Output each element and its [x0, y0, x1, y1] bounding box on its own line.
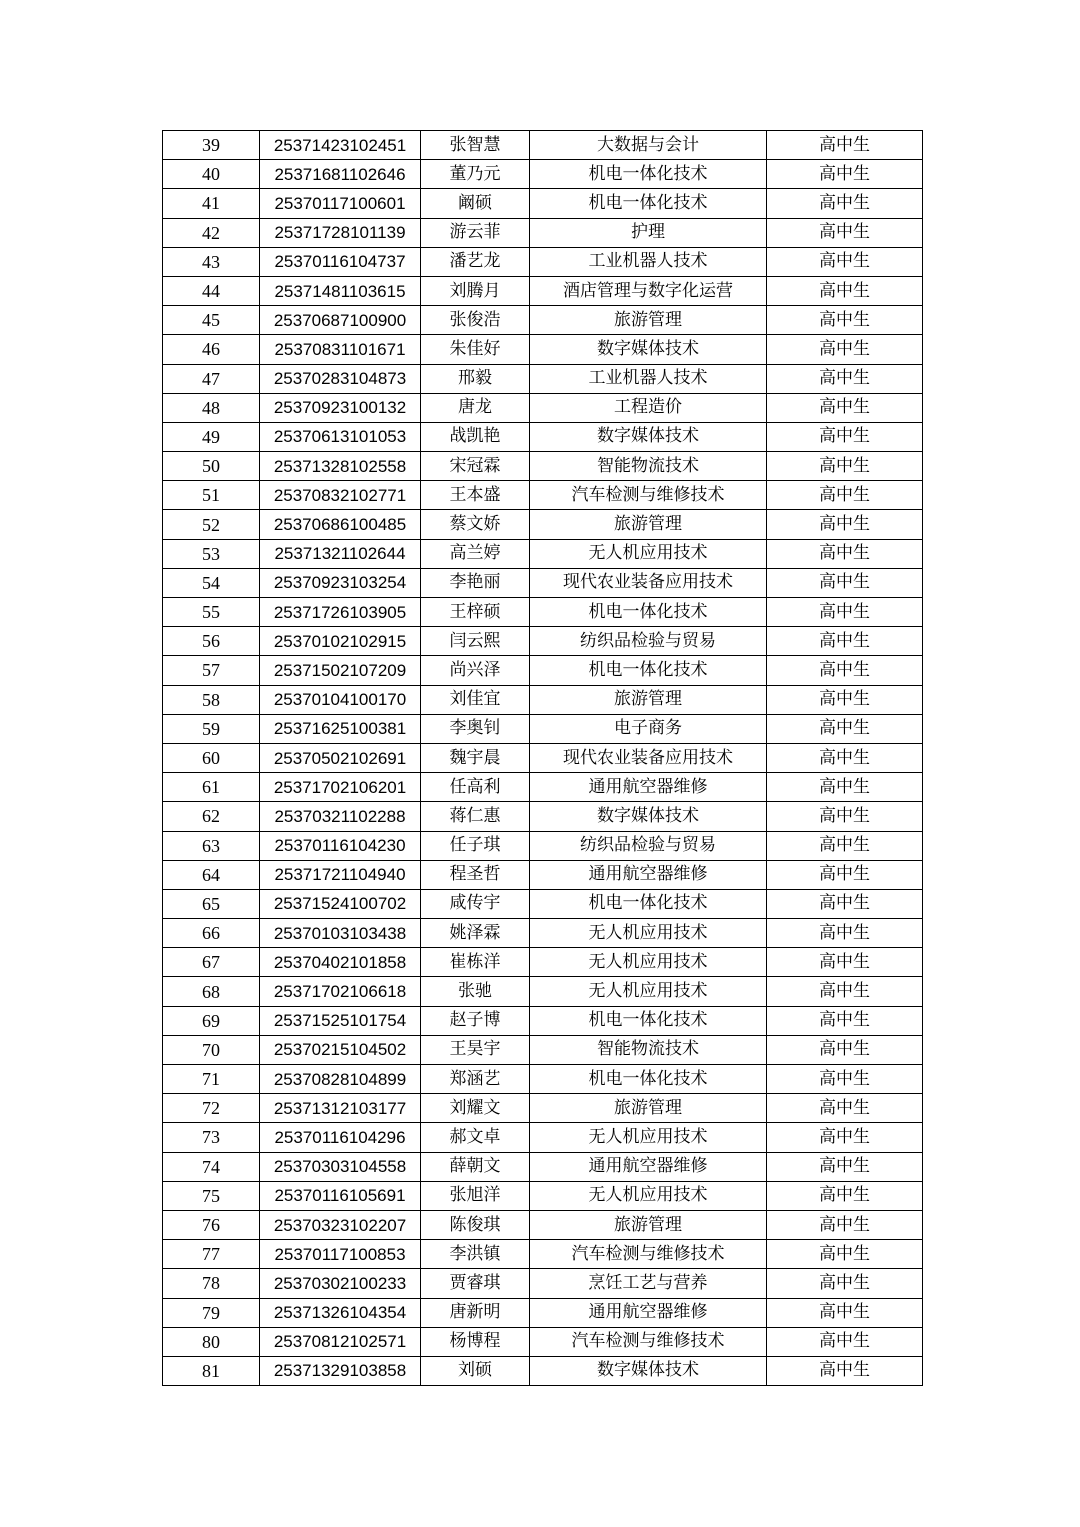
exam-ticket-number-cell: 25371326104354	[260, 1298, 421, 1327]
exam-ticket-number-cell: 25371502107209	[260, 656, 421, 685]
student-name-cell: 宋冠霖	[421, 452, 530, 481]
row-number-cell: 49	[163, 422, 260, 451]
exam-ticket-number-cell: 25370116104296	[260, 1123, 421, 1152]
table-row	[163, 1269, 923, 1298]
table-row	[163, 1240, 923, 1269]
student-type-cell: 高中生	[767, 131, 923, 160]
row-number-cell: 57	[163, 656, 260, 685]
student-type-cell: 高中生	[767, 481, 923, 510]
major-cell: 工程造价	[530, 393, 767, 422]
table-row	[163, 510, 923, 539]
table-row	[163, 860, 923, 889]
exam-ticket-number-cell: 25370831101671	[260, 335, 421, 364]
student-name-cell: 姚泽霖	[421, 919, 530, 948]
student-type-cell: 高中生	[767, 1123, 923, 1152]
table-row	[163, 802, 923, 831]
table-row	[163, 1065, 923, 1094]
student-name-cell: 魏宇晨	[421, 743, 530, 772]
table-row	[163, 627, 923, 656]
table-row	[163, 1181, 923, 1210]
table-row	[163, 422, 923, 451]
student-name-cell: 杨博程	[421, 1327, 530, 1356]
student-type-cell: 高中生	[767, 276, 923, 305]
table-row	[163, 1006, 923, 1035]
exam-ticket-number-cell: 25371625100381	[260, 714, 421, 743]
table-row	[163, 656, 923, 685]
student-name-cell: 张智慧	[421, 131, 530, 160]
row-number-cell: 40	[163, 160, 260, 189]
student-type-cell: 高中生	[767, 598, 923, 627]
major-cell: 纺织品检验与贸易	[530, 831, 767, 860]
student-type-cell: 高中生	[767, 568, 923, 597]
student-name-cell: 张驰	[421, 977, 530, 1006]
major-cell: 旅游管理	[530, 1210, 767, 1239]
major-cell: 机电一体化技术	[530, 160, 767, 189]
table-row	[163, 218, 923, 247]
student-name-cell: 郝文卓	[421, 1123, 530, 1152]
table-row	[163, 977, 923, 1006]
table-row	[163, 1327, 923, 1356]
row-number-cell: 48	[163, 393, 260, 422]
major-cell: 数字媒体技术	[530, 335, 767, 364]
student-type-cell: 高中生	[767, 539, 923, 568]
row-number-cell: 56	[163, 627, 260, 656]
major-cell: 机电一体化技术	[530, 889, 767, 918]
student-type-cell: 高中生	[767, 977, 923, 1006]
major-cell: 机电一体化技术	[530, 189, 767, 218]
table-row	[163, 1152, 923, 1181]
major-cell: 纺织品检验与贸易	[530, 627, 767, 656]
student-name-cell: 刘佳宜	[421, 685, 530, 714]
student-name-cell: 高兰婷	[421, 539, 530, 568]
major-cell: 通用航空器维修	[530, 1298, 767, 1327]
student-name-cell: 赵子博	[421, 1006, 530, 1035]
table-row	[163, 919, 923, 948]
student-name-cell: 尚兴泽	[421, 656, 530, 685]
major-cell: 智能物流技术	[530, 452, 767, 481]
admission-list-table	[162, 130, 923, 1386]
row-number-cell: 80	[163, 1327, 260, 1356]
row-number-cell: 61	[163, 773, 260, 802]
table-row	[163, 568, 923, 597]
exam-ticket-number-cell: 25370116104230	[260, 831, 421, 860]
student-type-cell: 高中生	[767, 743, 923, 772]
table-row	[163, 539, 923, 568]
exam-ticket-number-cell: 25370402101858	[260, 948, 421, 977]
row-number-cell: 74	[163, 1152, 260, 1181]
major-cell: 无人机应用技术	[530, 919, 767, 948]
exam-ticket-number-cell: 25371721104940	[260, 860, 421, 889]
student-type-cell: 高中生	[767, 1269, 923, 1298]
student-name-cell: 王梓硕	[421, 598, 530, 627]
row-number-cell: 64	[163, 860, 260, 889]
student-name-cell: 李洪镇	[421, 1240, 530, 1269]
student-name-cell: 刘耀文	[421, 1094, 530, 1123]
table-row	[163, 831, 923, 860]
row-number-cell: 77	[163, 1240, 260, 1269]
major-cell: 无人机应用技术	[530, 977, 767, 1006]
exam-ticket-number-cell: 25371481103615	[260, 276, 421, 305]
student-type-cell: 高中生	[767, 1035, 923, 1064]
table-row	[163, 393, 923, 422]
row-number-cell: 68	[163, 977, 260, 1006]
table-row	[163, 1210, 923, 1239]
major-cell: 现代农业装备应用技术	[530, 568, 767, 597]
table-row	[163, 598, 923, 627]
student-type-cell: 高中生	[767, 831, 923, 860]
exam-ticket-number-cell: 25370283104873	[260, 364, 421, 393]
student-name-cell: 邢毅	[421, 364, 530, 393]
table-row	[163, 948, 923, 977]
student-name-cell: 郑涵艺	[421, 1065, 530, 1094]
student-type-cell: 高中生	[767, 1210, 923, 1239]
row-number-cell: 45	[163, 306, 260, 335]
major-cell: 机电一体化技术	[530, 656, 767, 685]
student-name-cell: 唐新明	[421, 1298, 530, 1327]
student-type-cell: 高中生	[767, 306, 923, 335]
major-cell: 通用航空器维修	[530, 773, 767, 802]
exam-ticket-number-cell: 25370102102915	[260, 627, 421, 656]
exam-ticket-number-cell: 25371681102646	[260, 160, 421, 189]
exam-ticket-number-cell: 25370923100132	[260, 393, 421, 422]
major-cell: 通用航空器维修	[530, 1152, 767, 1181]
student-type-cell: 高中生	[767, 393, 923, 422]
table-row	[163, 247, 923, 276]
major-cell: 酒店管理与数字化运营	[530, 276, 767, 305]
student-type-cell: 高中生	[767, 218, 923, 247]
student-type-cell: 高中生	[767, 889, 923, 918]
row-number-cell: 59	[163, 714, 260, 743]
student-name-cell: 薛朝文	[421, 1152, 530, 1181]
major-cell: 通用航空器维修	[530, 860, 767, 889]
student-type-cell: 高中生	[767, 1181, 923, 1210]
student-name-cell: 闫云熙	[421, 627, 530, 656]
row-number-cell: 46	[163, 335, 260, 364]
exam-ticket-number-cell: 25370116105691	[260, 1181, 421, 1210]
major-cell: 烹饪工艺与营养	[530, 1269, 767, 1298]
row-number-cell: 70	[163, 1035, 260, 1064]
student-name-cell: 李奥钊	[421, 714, 530, 743]
row-number-cell: 75	[163, 1181, 260, 1210]
table-row	[163, 714, 923, 743]
exam-ticket-number-cell: 25370686100485	[260, 510, 421, 539]
major-cell: 旅游管理	[530, 510, 767, 539]
student-type-cell: 高中生	[767, 1094, 923, 1123]
major-cell: 汽车检测与维修技术	[530, 1240, 767, 1269]
table-row	[163, 1298, 923, 1327]
student-name-cell: 贾睿琪	[421, 1269, 530, 1298]
exam-ticket-number-cell: 25370687100900	[260, 306, 421, 335]
table-row	[163, 1094, 923, 1123]
student-type-cell: 高中生	[767, 948, 923, 977]
table-row	[163, 685, 923, 714]
exam-ticket-number-cell: 25370104100170	[260, 685, 421, 714]
row-number-cell: 47	[163, 364, 260, 393]
row-number-cell: 65	[163, 889, 260, 918]
student-type-cell: 高中生	[767, 860, 923, 889]
student-type-cell: 高中生	[767, 189, 923, 218]
major-cell: 无人机应用技术	[530, 1123, 767, 1152]
exam-ticket-number-cell: 25370117100601	[260, 189, 421, 218]
student-name-cell: 咸传宇	[421, 889, 530, 918]
student-type-cell: 高中生	[767, 802, 923, 831]
student-type-cell: 高中生	[767, 1065, 923, 1094]
student-name-cell: 崔栋洋	[421, 948, 530, 977]
student-name-cell: 刘硕	[421, 1356, 530, 1385]
major-cell: 大数据与会计	[530, 131, 767, 160]
exam-ticket-number-cell: 25370116104737	[260, 247, 421, 276]
table-row	[163, 306, 923, 335]
table-row	[163, 452, 923, 481]
student-type-cell: 高中生	[767, 773, 923, 802]
student-name-cell: 蔡文娇	[421, 510, 530, 539]
major-cell: 数字媒体技术	[530, 422, 767, 451]
student-type-cell: 高中生	[767, 1356, 923, 1385]
exam-ticket-number-cell: 25371312103177	[260, 1094, 421, 1123]
student-type-cell: 高中生	[767, 364, 923, 393]
exam-ticket-number-cell: 25370323102207	[260, 1210, 421, 1239]
exam-ticket-number-cell: 25371329103858	[260, 1356, 421, 1385]
exam-ticket-number-cell: 25370812102571	[260, 1327, 421, 1356]
student-type-cell: 高中生	[767, 335, 923, 364]
exam-ticket-number-cell: 25370302100233	[260, 1269, 421, 1298]
student-name-cell: 程圣哲	[421, 860, 530, 889]
student-name-cell: 刘腾月	[421, 276, 530, 305]
student-type-cell: 高中生	[767, 1298, 923, 1327]
exam-ticket-number-cell: 25370117100853	[260, 1240, 421, 1269]
row-number-cell: 44	[163, 276, 260, 305]
major-cell: 无人机应用技术	[530, 1181, 767, 1210]
row-number-cell: 50	[163, 452, 260, 481]
student-type-cell: 高中生	[767, 1006, 923, 1035]
student-type-cell: 高中生	[767, 627, 923, 656]
exam-ticket-number-cell: 25370832102771	[260, 481, 421, 510]
exam-ticket-number-cell: 25371328102558	[260, 452, 421, 481]
student-type-cell: 高中生	[767, 160, 923, 189]
exam-ticket-number-cell: 25371728101139	[260, 218, 421, 247]
table-row	[163, 160, 923, 189]
major-cell: 工业机器人技术	[530, 364, 767, 393]
student-name-cell: 战凯艳	[421, 422, 530, 451]
row-number-cell: 43	[163, 247, 260, 276]
major-cell: 旅游管理	[530, 306, 767, 335]
table-row	[163, 131, 923, 160]
student-type-cell: 高中生	[767, 452, 923, 481]
major-cell: 无人机应用技术	[530, 948, 767, 977]
table-row	[163, 335, 923, 364]
major-cell: 机电一体化技术	[530, 1065, 767, 1094]
exam-ticket-number-cell: 25371702106618	[260, 977, 421, 1006]
major-cell: 汽车检测与维修技术	[530, 481, 767, 510]
table-row	[163, 1123, 923, 1152]
admission-list-body	[163, 131, 923, 1386]
major-cell: 旅游管理	[530, 685, 767, 714]
major-cell: 智能物流技术	[530, 1035, 767, 1064]
student-name-cell: 任子琪	[421, 831, 530, 860]
student-type-cell: 高中生	[767, 919, 923, 948]
student-type-cell: 高中生	[767, 422, 923, 451]
student-type-cell: 高中生	[767, 1152, 923, 1181]
major-cell: 护理	[530, 218, 767, 247]
student-name-cell: 张旭洋	[421, 1181, 530, 1210]
student-type-cell: 高中生	[767, 1240, 923, 1269]
student-type-cell: 高中生	[767, 510, 923, 539]
row-number-cell: 63	[163, 831, 260, 860]
major-cell: 机电一体化技术	[530, 1006, 767, 1035]
student-name-cell: 李艳丽	[421, 568, 530, 597]
row-number-cell: 72	[163, 1094, 260, 1123]
table-row	[163, 189, 923, 218]
student-name-cell: 王昊宇	[421, 1035, 530, 1064]
exam-ticket-number-cell: 25371423102451	[260, 131, 421, 160]
row-number-cell: 58	[163, 685, 260, 714]
exam-ticket-number-cell: 25370828104899	[260, 1065, 421, 1094]
major-cell: 旅游管理	[530, 1094, 767, 1123]
exam-ticket-number-cell: 25370303104558	[260, 1152, 421, 1181]
student-name-cell: 阚硕	[421, 189, 530, 218]
exam-ticket-number-cell: 25370215104502	[260, 1035, 421, 1064]
row-number-cell: 67	[163, 948, 260, 977]
major-cell: 数字媒体技术	[530, 802, 767, 831]
major-cell: 工业机器人技术	[530, 247, 767, 276]
exam-ticket-number-cell: 25370923103254	[260, 568, 421, 597]
table-row	[163, 481, 923, 510]
student-type-cell: 高中生	[767, 685, 923, 714]
row-number-cell: 81	[163, 1356, 260, 1385]
row-number-cell: 73	[163, 1123, 260, 1152]
row-number-cell: 53	[163, 539, 260, 568]
exam-ticket-number-cell: 25370321102288	[260, 802, 421, 831]
row-number-cell: 69	[163, 1006, 260, 1035]
exam-ticket-number-cell: 25370502102691	[260, 743, 421, 772]
row-number-cell: 79	[163, 1298, 260, 1327]
major-cell: 机电一体化技术	[530, 598, 767, 627]
table-row	[163, 364, 923, 393]
row-number-cell: 76	[163, 1210, 260, 1239]
table-row	[163, 1035, 923, 1064]
row-number-cell: 54	[163, 568, 260, 597]
student-name-cell: 陈俊琪	[421, 1210, 530, 1239]
row-number-cell: 66	[163, 919, 260, 948]
student-name-cell: 唐龙	[421, 393, 530, 422]
student-name-cell: 蒋仁惠	[421, 802, 530, 831]
major-cell: 数字媒体技术	[530, 1356, 767, 1385]
table-row	[163, 773, 923, 802]
major-cell: 现代农业装备应用技术	[530, 743, 767, 772]
row-number-cell: 51	[163, 481, 260, 510]
exam-ticket-number-cell: 25371321102644	[260, 539, 421, 568]
row-number-cell: 62	[163, 802, 260, 831]
student-type-cell: 高中生	[767, 656, 923, 685]
major-cell: 无人机应用技术	[530, 539, 767, 568]
row-number-cell: 41	[163, 189, 260, 218]
table-row	[163, 276, 923, 305]
row-number-cell: 60	[163, 743, 260, 772]
student-type-cell: 高中生	[767, 1327, 923, 1356]
row-number-cell: 55	[163, 598, 260, 627]
exam-ticket-number-cell: 25371524100702	[260, 889, 421, 918]
student-name-cell: 游云菲	[421, 218, 530, 247]
table-row	[163, 889, 923, 918]
student-name-cell: 董乃元	[421, 160, 530, 189]
exam-ticket-number-cell: 25370613101053	[260, 422, 421, 451]
student-name-cell: 朱佳好	[421, 335, 530, 364]
student-type-cell: 高中生	[767, 714, 923, 743]
table-row	[163, 1356, 923, 1385]
major-cell: 汽车检测与维修技术	[530, 1327, 767, 1356]
row-number-cell: 71	[163, 1065, 260, 1094]
student-name-cell: 任高利	[421, 773, 530, 802]
row-number-cell: 52	[163, 510, 260, 539]
exam-ticket-number-cell: 25370103103438	[260, 919, 421, 948]
row-number-cell: 42	[163, 218, 260, 247]
row-number-cell: 78	[163, 1269, 260, 1298]
student-name-cell: 张俊浩	[421, 306, 530, 335]
student-type-cell: 高中生	[767, 247, 923, 276]
exam-ticket-number-cell: 25371702106201	[260, 773, 421, 802]
student-name-cell: 潘艺龙	[421, 247, 530, 276]
row-number-cell: 39	[163, 131, 260, 160]
student-name-cell: 王本盛	[421, 481, 530, 510]
major-cell: 电子商务	[530, 714, 767, 743]
exam-ticket-number-cell: 25371726103905	[260, 598, 421, 627]
table-row	[163, 743, 923, 772]
exam-ticket-number-cell: 25371525101754	[260, 1006, 421, 1035]
